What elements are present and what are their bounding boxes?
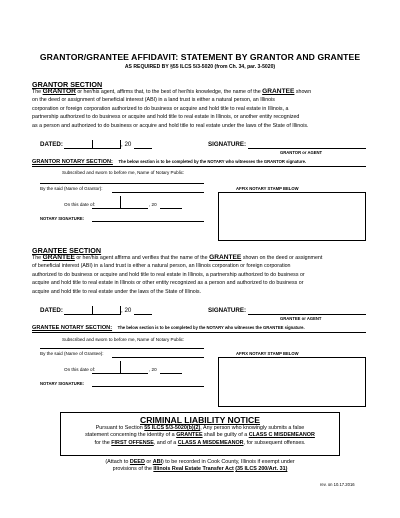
divider [32, 166, 366, 167]
grantor-notary-year-field[interactable] [160, 208, 182, 209]
grantor-dated-month-field[interactable] [64, 148, 92, 149]
grantee-year-prefix: , 20 [121, 307, 132, 314]
grantor-paragraph: The GRANTOR or her/his agent, affirms that, to the best of her/his knowledge, the name of the GRANTEE shown on the deed or assignment of beneficial interest (ABI) in a land trust is either a natural person, an Illinois corporation or foreign corporation authorized to do business or acquire and hold title to real estate in Illinois, a partnership authorized to do business or acquire and hold title to real estate in Illinois, or another entity recognized as a person and authorized to do business or acquire and hold title to real estate under the laws of the State of Illinois. [32, 88, 312, 129]
grantor-notary-signature-label: NOTARY SIGNATURE: [40, 216, 85, 221]
grantor-dated-year-field[interactable] [134, 148, 152, 149]
grantor-subscribed-label: Subscribed and sworn to before me, Name of Notary Public: [62, 170, 185, 175]
attach-instructions: (Attach to DEED or ABI) to be recorded in Cook County, Illinois if exempt under provisions of the Illinois Real Estate Transfer Act (35 ILCS 200/Art. 31) [105, 459, 295, 473]
grantor-notary-stamp-box[interactable] [218, 192, 366, 241]
grantee-on-date-label: On this date of: [64, 367, 96, 372]
grantee-signature-label: SIGNATURE: [208, 307, 247, 314]
grantor-signature-field[interactable] [248, 148, 366, 149]
grantee-notary-year-field[interactable] [160, 373, 182, 374]
grantee-subscribed-label: Subscribed and sworn to before me, Name of Notary Public: [62, 337, 185, 342]
grantor-stamp-label: AFFIX NOTARY STAMP BELOW [236, 186, 299, 191]
grantee-notary-day-field[interactable] [120, 373, 148, 374]
grantor-dated-label: DATED: [40, 141, 63, 148]
grantee-dated-label: DATED: [40, 307, 63, 314]
grantor-by-said-label: By the said (Name of Grantor): [40, 186, 103, 191]
revision-date: rev. on 10.17.2016 [320, 482, 355, 487]
grantor-signature-label: SIGNATURE: [208, 141, 247, 148]
grantor-notary-date-field[interactable] [92, 208, 120, 209]
grantee-stamp-label: AFFIX NOTARY STAMP BELOW [236, 351, 299, 356]
grantor-notary-year-prefix: , 20 [149, 202, 157, 207]
grantee-notary-heading: GRANTEE NOTARY SECTION: The below section is to be completed by the NOTARY who witnesses the GRANTEE signature. [32, 325, 305, 331]
grantee-notary-year-prefix: , 20 [149, 367, 157, 372]
grantor-section-heading: GRANTOR SECTION [32, 80, 103, 89]
grantee-notary-name-field[interactable] [40, 348, 204, 349]
page-title: GRANTOR/GRANTEE AFFIDAVIT: STATEMENT BY GRANTOR AND GRANTEE [39, 52, 361, 62]
grantee-dated-year-field[interactable] [134, 314, 152, 315]
grantee-signature-field[interactable] [248, 314, 366, 315]
page-subtitle: AS REQUIRED BY §55 ILCS 5/3-5020 (from Ch. 34, par. 3-5020) [124, 64, 276, 70]
grantee-notary-date-field[interactable] [92, 373, 120, 374]
grantor-agent-caption: GRANTOR or AGENT [280, 150, 323, 155]
grantor-year-prefix: , 20 [121, 141, 132, 148]
grantee-name-field[interactable] [112, 357, 204, 358]
grantee-dated-month-field[interactable] [64, 314, 92, 315]
divider [32, 332, 366, 333]
grantor-name-field[interactable] [112, 192, 204, 193]
grantee-section-heading: GRANTEE SECTION [32, 246, 102, 255]
criminal-notice-title: CRIMINAL LIABILITY NOTICE [140, 415, 260, 425]
grantor-on-date-label: On this date of: [64, 202, 96, 207]
grantor-notary-signature-field[interactable] [92, 221, 204, 222]
grantee-dated-day-field[interactable] [92, 314, 120, 315]
criminal-liability-notice [60, 412, 340, 456]
grantor-notary-day-field[interactable] [120, 208, 148, 209]
grantee-notary-signature-field[interactable] [92, 386, 204, 387]
criminal-notice-text: Pursuant to Section 55 ILCS 5/3-5020(b)(2), Any person who knowingly submits a false statement concerning the identity of a GRANTEE shall be guilty of a CLASS C MISDEMEANOR for the FIRST OFFENSE, and of a CLASS A MISDEMEANOR, for subsequent offenses. [85, 425, 315, 446]
grantor-notary-name-field[interactable] [40, 183, 204, 184]
grantee-paragraph: The GRANTEE or her/his agent affirms and verifies that the name of the GRANTEE shown on the deed or assignment of beneficial interest (ABI) in a land trust is either a natural person, an Illinois corporation or foreign corporation authorized to do business or acquire and hold title to real estate in Illinois, a partnership authorized to do business or acquire and hold title to real estate in Illinois or other entity recognized as a person and authorized to do business or acquire and hold title to real estate under the laws of the State of Illinois. [32, 254, 323, 295]
grantor-dated-day-field[interactable] [92, 148, 120, 149]
grantee-by-said-label: By the said (Name of Grantee): [40, 351, 104, 356]
grantor-notary-heading: GRANTOR NOTARY SECTION: The below section is to be completed by the NOTARY who witnesses the GRANTOR signature. [32, 159, 307, 165]
grantee-agent-caption: GRANTEE or AGENT [280, 316, 322, 321]
grantee-notary-stamp-box[interactable] [218, 357, 366, 407]
grantee-notary-signature-label: NOTARY SIGNATURE: [40, 381, 85, 386]
